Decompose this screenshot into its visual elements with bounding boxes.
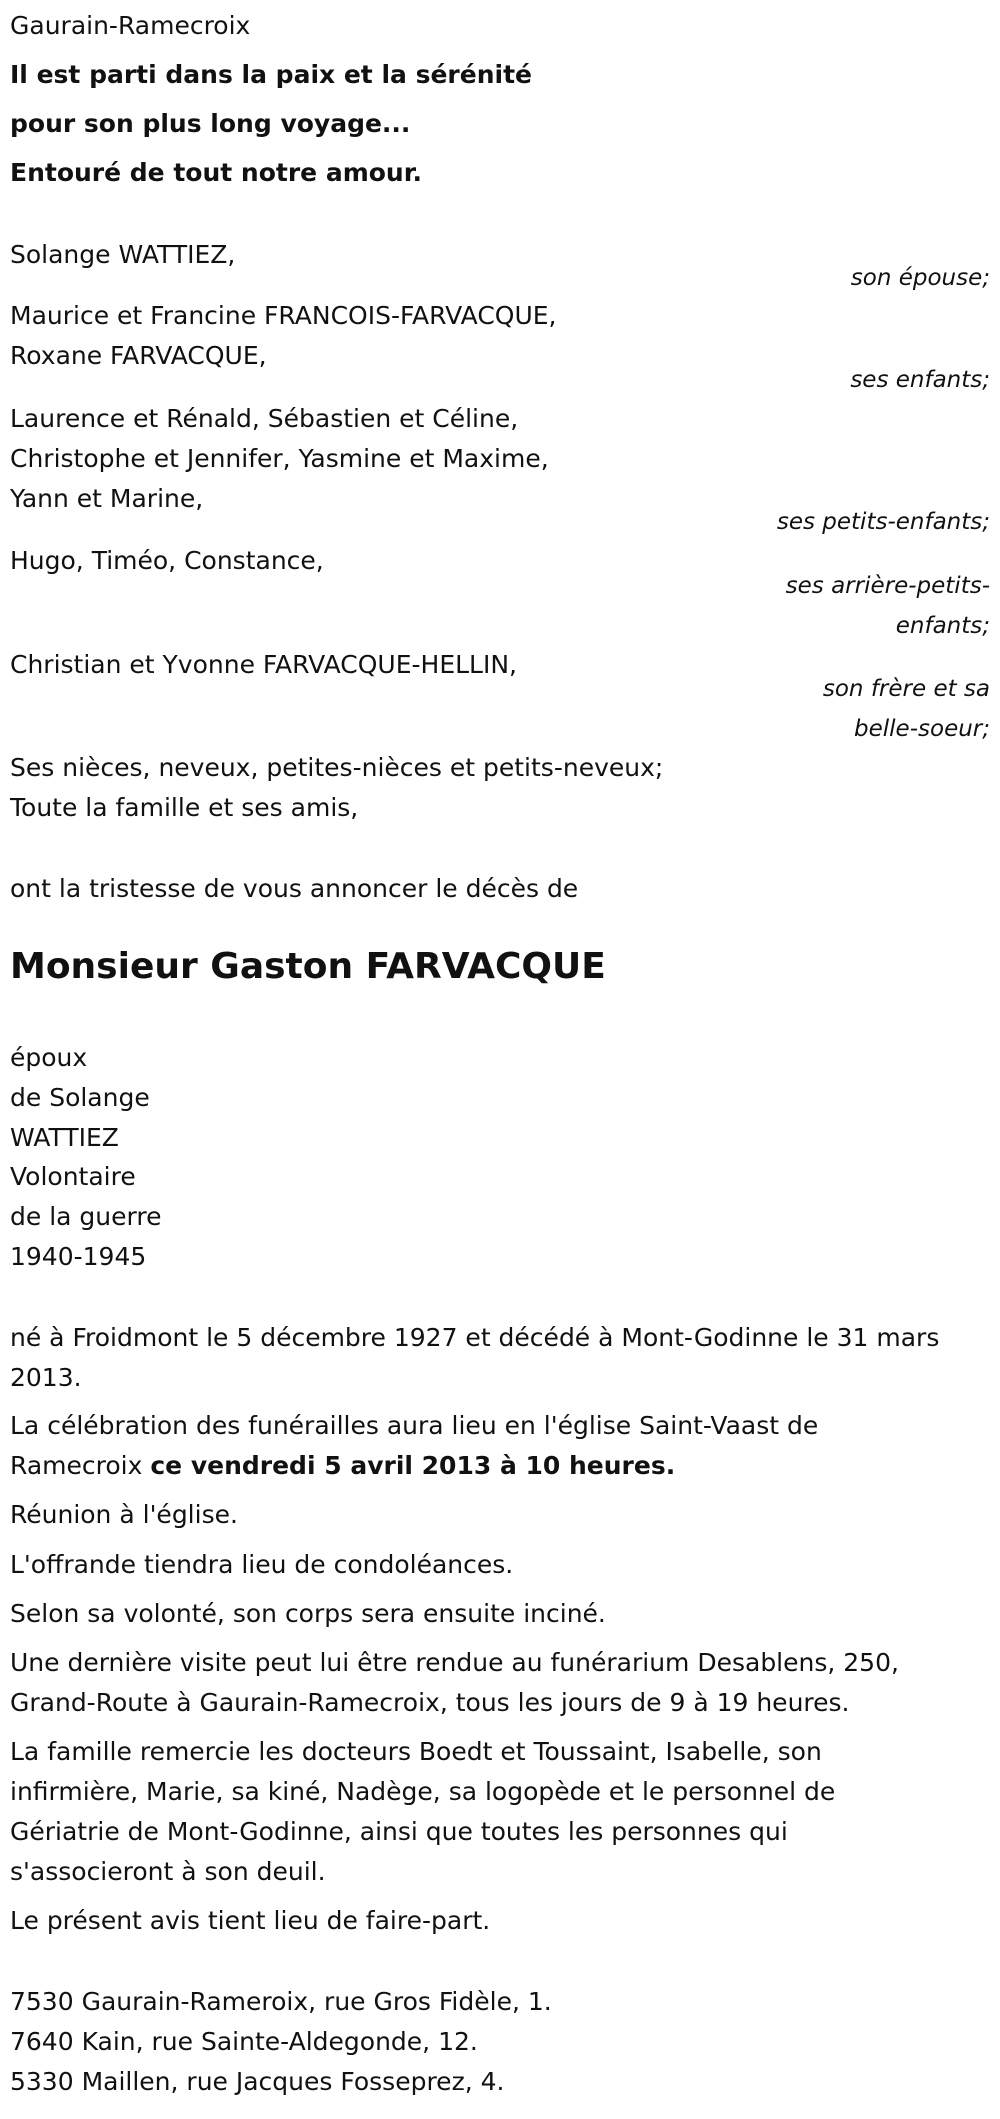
poem-line-2: pour son plus long voyage... xyxy=(10,109,411,138)
family-relation-spouse: son épouse; xyxy=(850,265,990,291)
funeral-line-2 xyxy=(10,1446,675,1486)
thanks-line-4: s'associeront à son deuil. xyxy=(10,1857,326,1886)
birth-death-line-2: 2013. xyxy=(10,1363,82,1392)
family-relation-great-grandchildren-1: ses arrière-petits- xyxy=(785,573,990,599)
thanks-line-1: La famille remercie les docteurs Boedt et Toussaint, Isabelle, son xyxy=(10,1737,822,1766)
meeting-note: Réunion à l'église. xyxy=(10,1500,238,1529)
deceased-detail-1: époux xyxy=(10,1043,88,1072)
extended-family-1: Ses nièces, neveux, petites-nièces et petits-neveux; xyxy=(10,753,664,782)
funeral-place: Ramecroix xyxy=(10,1451,143,1480)
notice-line: Le présent avis tient lieu de faire-part. xyxy=(10,1906,491,1935)
extended-family-2: Toute la famille et ses amis, xyxy=(10,793,359,822)
family-names-children-2: Roxane FARVACQUE, xyxy=(10,341,267,370)
thanks-line-2: infirmière, Marie, sa kiné, Nadège, sa logopède et le personnel de xyxy=(10,1777,836,1806)
offering-note: L'offrande tiendra lieu de condoléances. xyxy=(10,1550,514,1579)
family-relation-sibling-2: belle-soeur; xyxy=(854,716,990,742)
address-3: 5330 Maillen, rue Jacques Fosseprez, 4. xyxy=(10,2067,505,2096)
family-relation-great-grandchildren-2: enfants; xyxy=(895,613,990,639)
deceased-detail-3: WATTIEZ xyxy=(10,1123,119,1152)
family-names-grandchildren-2: Christophe et Jennifer, Yasmine et Maxime, xyxy=(10,444,549,473)
deceased-detail-4: Volontaire xyxy=(10,1162,136,1191)
family-relation-sibling-1: son frère et sa xyxy=(822,676,990,702)
family-names-spouse: Solange WATTIEZ, xyxy=(10,240,236,269)
family-names-grandchildren-1: Laurence et Rénald, Sébastien et Céline, xyxy=(10,404,519,433)
visit-line-1: Une dernière visite peut lui être rendue au funérarium Desablens, 250, xyxy=(10,1648,899,1677)
birth-death-line-1: né à Froidmont le 5 décembre 1927 et décédé à Mont-Godinne le 31 mars xyxy=(10,1323,940,1352)
family-relation-grandchildren: ses petits-enfants; xyxy=(776,509,990,535)
family-names-grandchildren-3: Yann et Marine, xyxy=(10,484,204,513)
visit-line-2: Grand-Route à Gaurain-Ramecroix, tous les jours de 9 à 19 heures. xyxy=(10,1688,850,1717)
family-names-great-grandchildren: Hugo, Timéo, Constance, xyxy=(10,546,324,575)
deceased-detail-6: 1940-1945 xyxy=(10,1242,147,1271)
deceased-name: Monsieur Gaston FARVACQUE xyxy=(10,946,606,987)
funeral-line-1: La célébration des funérailles aura lieu en l'église Saint-Vaast de xyxy=(10,1411,819,1440)
deceased-detail-5: de la guerre xyxy=(10,1202,162,1231)
thanks-line-3: Gériatrie de Mont-Godinne, ainsi que toutes les personnes qui xyxy=(10,1817,788,1846)
town-line: Gaurain-Ramecroix xyxy=(10,11,251,40)
announcement-line: ont la tristesse de vous annoncer le décès de xyxy=(10,874,579,903)
poem-line-3: Entouré de tout notre amour. xyxy=(10,158,422,187)
cremation-note: Selon sa volonté, son corps sera ensuite inciné. xyxy=(10,1599,606,1628)
deceased-detail-2: de Solange xyxy=(10,1083,150,1112)
family-names-sibling: Christian et Yvonne FARVACQUE-HELLIN, xyxy=(10,650,517,679)
funeral-datetime: ce vendredi 5 avril 2013 à 10 heures. xyxy=(150,1451,676,1480)
poem-line-1: Il est parti dans la paix et la sérénité xyxy=(10,60,532,89)
family-names-children-1: Maurice et Francine FRANCOIS-FARVACQUE, xyxy=(10,301,557,330)
address-2: 7640 Kain, rue Sainte-Aldegonde, 12. xyxy=(10,2027,478,2056)
family-relation-children: ses enfants; xyxy=(850,367,990,393)
address-1: 7530 Gaurain-Rameroix, rue Gros Fidèle, 1. xyxy=(10,1987,552,2016)
